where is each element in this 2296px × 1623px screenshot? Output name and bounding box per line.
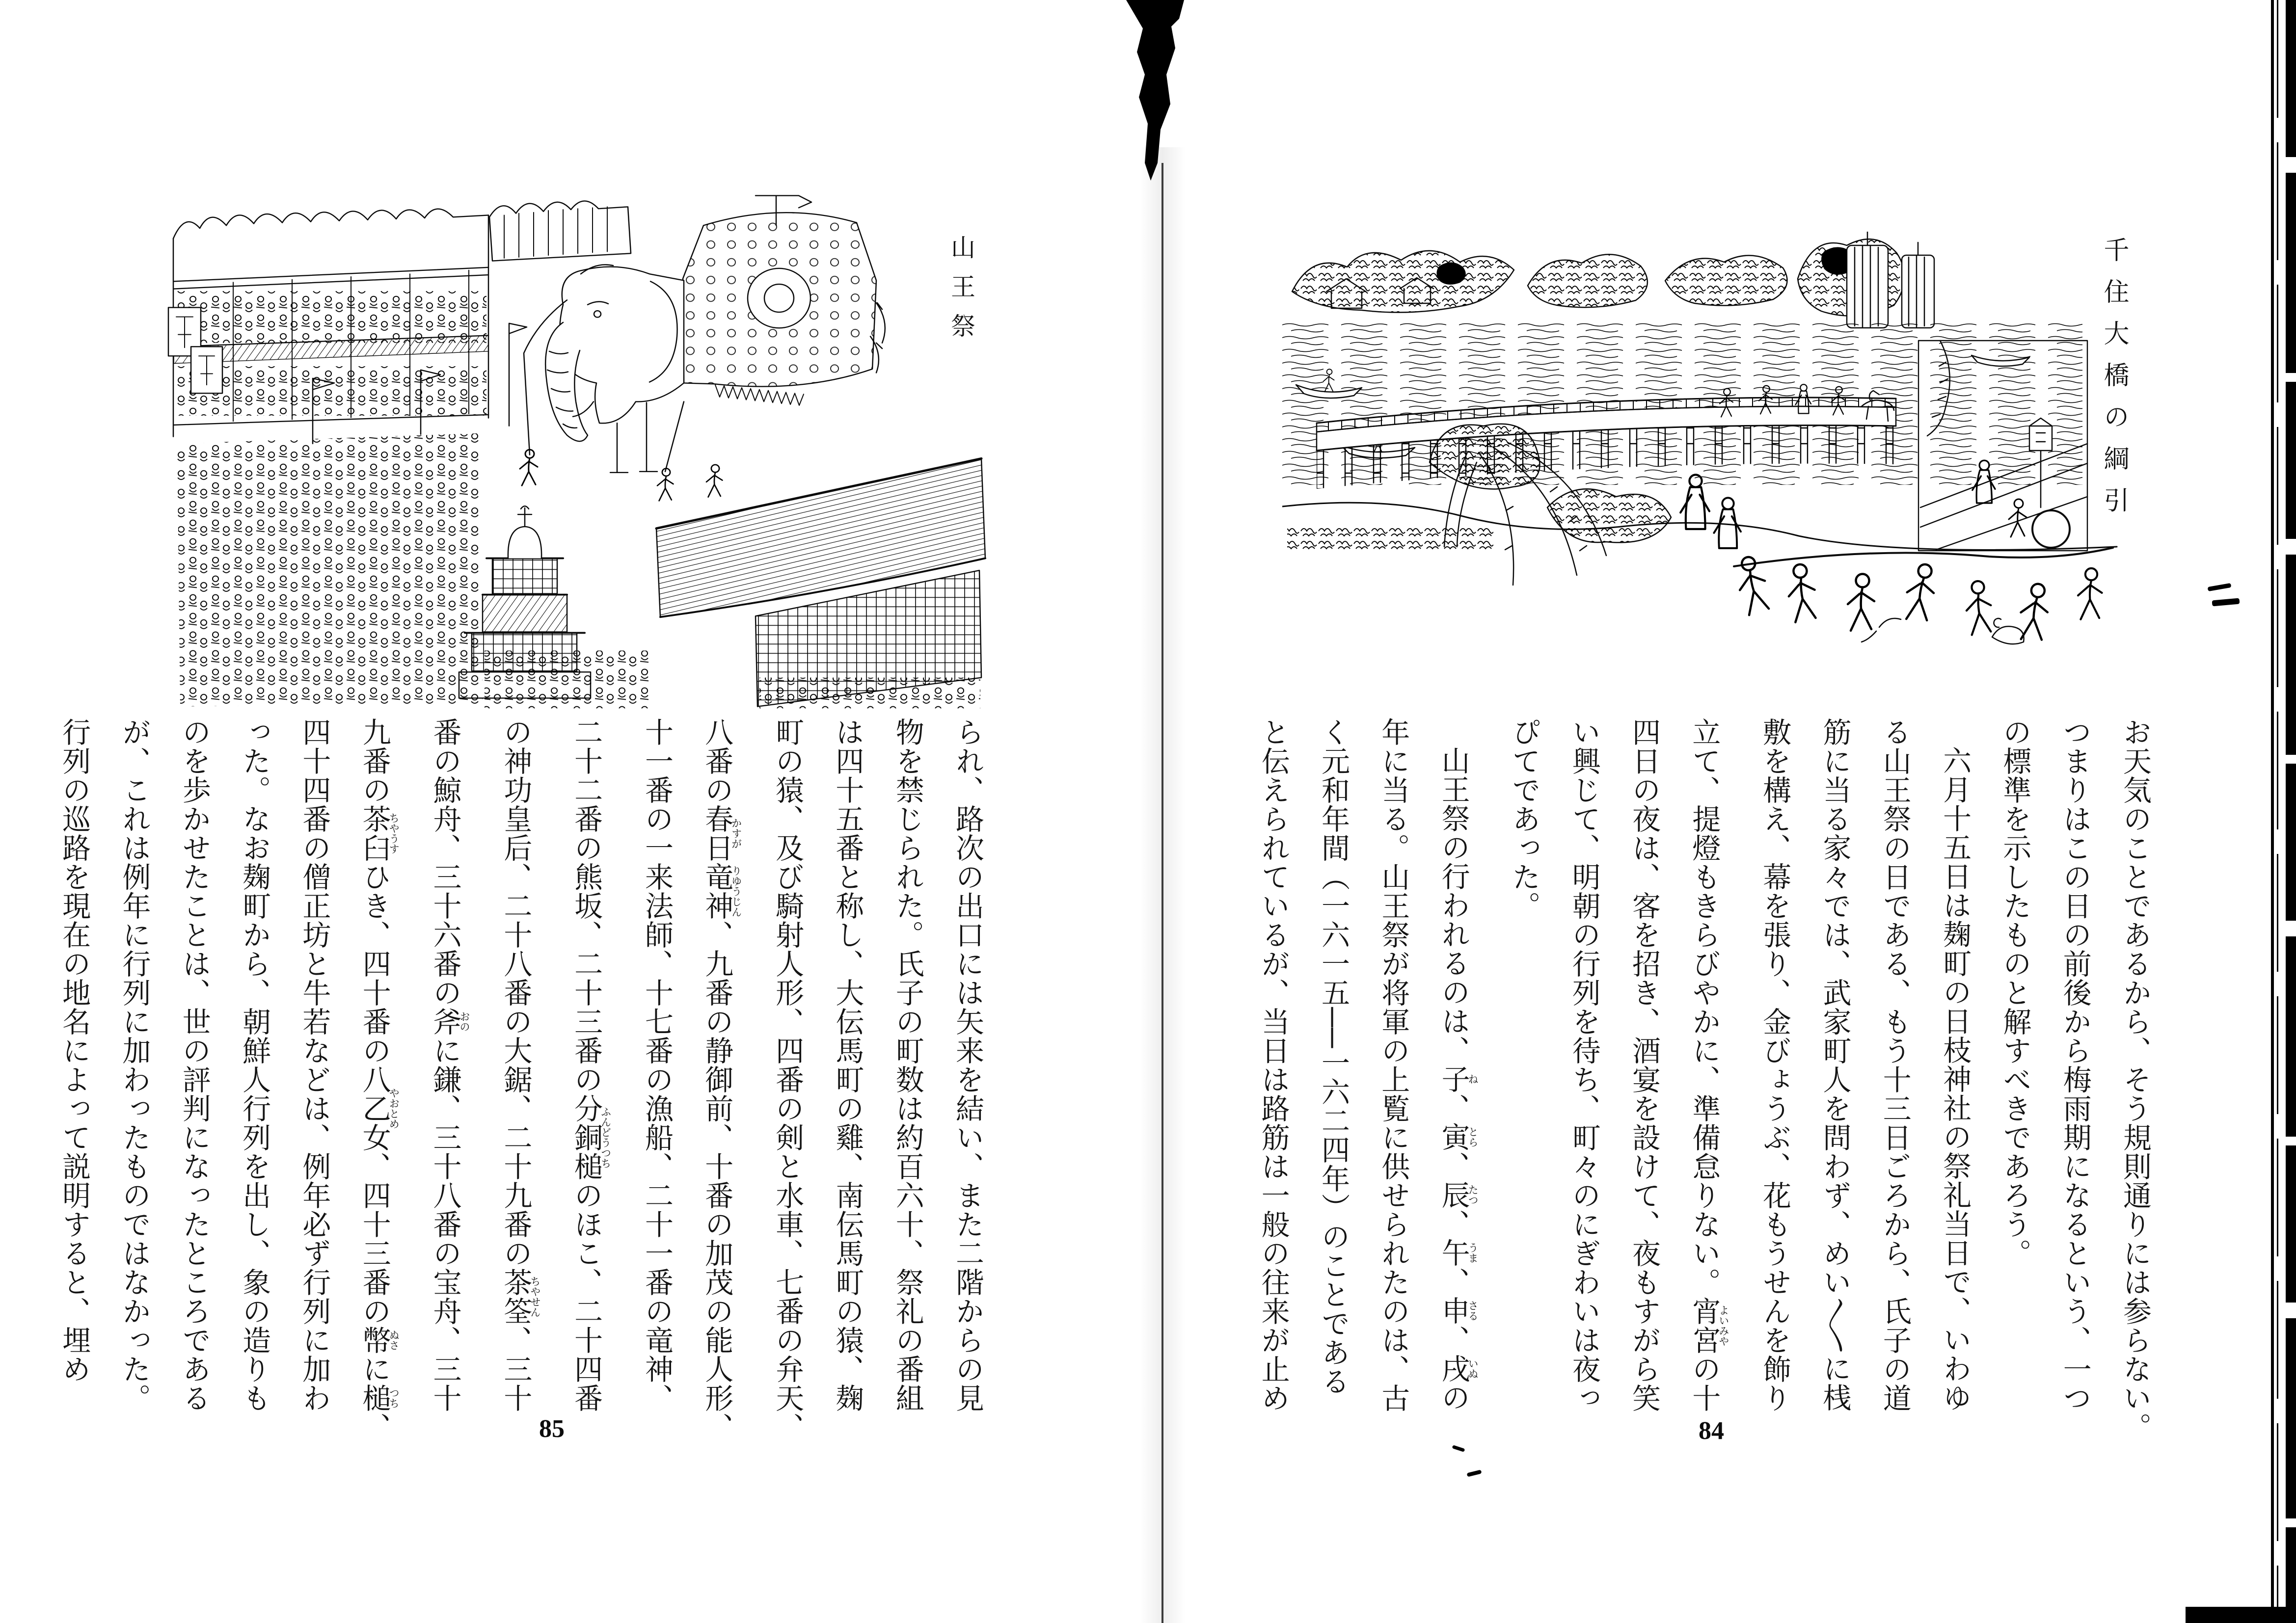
text-column: の標準を示したものと解すべきであろう。	[1999, 718, 2031, 1268]
left-page-caption: 山王祭	[947, 235, 975, 352]
text-column: 番の鯨舟、三十六番の斧おのに鎌、三十八番の宝舟、三十	[429, 718, 470, 1412]
text-column: 年に当る。山王祭が将軍の上覧に供せられたのは、古	[1377, 718, 1409, 1412]
text-column: く元和年間（一六一五──一六二四年）のことである	[1317, 718, 1349, 1396]
page-edge-line	[2271, 0, 2274, 1623]
text-column: られ、路次の出口には矢来を結い、また二階からの見	[951, 718, 983, 1412]
text-column: 立て、提燈もきらびやかに、準備怠りない。宵宮よいみやの十	[1688, 718, 1729, 1412]
right-page-caption: 千住大橋の綱引	[2100, 237, 2128, 529]
gutter-crease-line	[1162, 163, 1163, 1623]
text-column: 行列の巡路を現在の地名によって説明すると、埋め	[58, 718, 90, 1384]
ink-speck	[1466, 1469, 1482, 1477]
scan-edge-strip	[2286, 0, 2296, 1623]
text-column: お天気のことであるから、そう規則通りには参らない。	[2119, 718, 2151, 1441]
ink-smudge	[2208, 583, 2232, 591]
text-column: つまりはこの日の前後から梅雨期になるという、一つ	[2058, 718, 2091, 1412]
page-edge-line-2	[2277, 0, 2278, 1623]
text-column: 八番の春日かすが竜神りゆうじん、九番の静御前、十番の加茂の能人形、	[701, 718, 742, 1441]
text-column: の神功皇后、二十八番の大鋸、二十九番の茶筌ちやせん、三十	[499, 718, 541, 1412]
right-page-text-block	[1257, 718, 2151, 1456]
text-column: る山王祭の日である、もう十三日ごろから、氏子の道	[1878, 718, 1911, 1412]
text-column: 町の猿、及び騎射人形、四番の剣と水車、七番の弁天、	[771, 718, 804, 1441]
text-column: 二十二番の熊坂、二十三番の分銅槌ふんどうつちのほこ、二十四番	[570, 718, 612, 1412]
text-column: 筋に当る家々では、武家町人を問わず、めい〳〵に桟	[1818, 718, 1851, 1412]
text-column: 九番の茶臼ちやうすひき、四十番の八乙女やおとめ、四十三番の幣ぬさに槌つち、	[358, 718, 400, 1441]
sanno-festival-illustration	[164, 183, 999, 712]
text-column: 四日の夜は、客を招き、酒宴を設けて、夜もすがら笑	[1628, 718, 1660, 1412]
text-column: った。なお麹町から、朝鮮人行列を出し、象の造りも	[238, 718, 270, 1412]
text-column: 山王祭の行われるのは、子ね、寅とら、辰たつ、午うま、申さる、戌いぬの	[1437, 746, 1479, 1412]
scan-bottom-bar	[2186, 1607, 2296, 1623]
text-column: のを歩かせたことは、世の評判になったところである	[178, 718, 210, 1412]
text-column: 敷を構え、幕を張り、金びょうぶ、花もうせんを飾り	[1758, 718, 1791, 1412]
text-column: 六月十五日は麹町の日枝神社の祭礼当日で、いわゆ	[1939, 746, 1971, 1412]
right-page-number: 84	[1699, 1417, 1724, 1445]
text-column: 十一番の一来法師、十七番の漁船、二十一番の竜神、	[640, 718, 673, 1412]
text-column: と伝えられているが、当日は路筋は一般の往来が止め	[1257, 718, 1289, 1412]
text-column: ぴてであった。	[1508, 718, 1540, 920]
text-column: 物を禁じられた。氏子の町数は約百六十、祭礼の番組	[891, 718, 923, 1412]
left-page-text-block	[58, 718, 983, 1456]
text-column: 四十四番の僧正坊と牛若などは、例年必ず行列に加わ	[298, 718, 330, 1412]
text-column: い興じて、明朝の行列を待ち、町々のにぎわいは夜っ	[1567, 718, 1600, 1412]
left-page-number: 85	[539, 1415, 565, 1443]
text-column: は四十五番と称し、大伝馬町の雞、南伝馬町の猿、麹	[831, 718, 864, 1412]
text-column: が、これは例年に行列に加わったものではなかった。	[118, 718, 150, 1412]
ink-smudge	[2212, 598, 2240, 607]
senju-bridge-illustration	[1282, 232, 2127, 698]
